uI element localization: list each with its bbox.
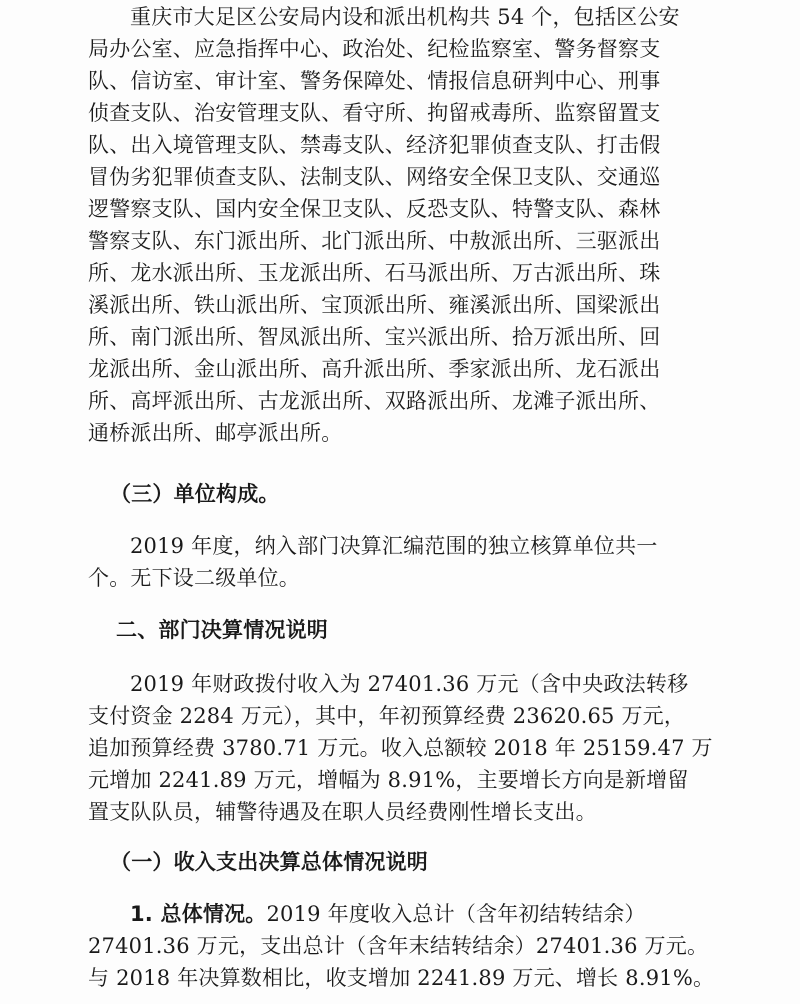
paragraph-finance-income: [88, 668, 728, 828]
text-line: 侦查支队、治安管理支队、看守所、拘留戒毒所、监察留置支: [88, 101, 661, 125]
text-line: 局办公室、应急指挥中心、政治处、纪检监察室、警务督察支: [88, 37, 661, 61]
lead-line-rest: 2019 年度收入总计（含年初结转结余）: [266, 902, 646, 926]
text-line: 与 2018 年决算数相比，收支增加 2241.89 万元、增长 8.91%。: [88, 966, 715, 990]
paragraph-internal-units: [88, 1, 728, 449]
text-line: 追加预算经费 3780.71 万元。收入总额较 2018 年 25159.47 万: [88, 736, 713, 760]
text-line: 队、出入境管理支队、禁毒支队、经济犯罪侦查支队、打击假: [88, 133, 661, 157]
text-line: 所、高坪派出所、古龙派出所、双路派出所、龙滩子派出所、: [88, 389, 661, 413]
paragraph-overall-situation: [88, 898, 728, 994]
heading-text: （一）收入支出决算总体情况说明: [110, 850, 428, 874]
text-line: 2019 年财政拨付收入为 27401.36 万元（含中央政法转移: [130, 672, 689, 696]
text-line: 27401.36 万元，支出总计（含年末结转结余）27401.36 万元。: [88, 934, 709, 958]
sub-heading-income-expenditure: [110, 846, 750, 878]
text-line: 所、南门派出所、智凤派出所、宝兴派出所、拾万派出所、回: [88, 325, 661, 349]
text-line: 2019 年度，纳入部门决算汇编范围的独立核算单位共一: [130, 534, 658, 558]
section-heading-unit-composition: [110, 478, 750, 510]
section-heading-budget-explanation: [116, 614, 756, 646]
text-line: 通桥派出所、邮亭派出所。: [88, 421, 343, 445]
text-line: [88, 898, 728, 930]
text-line: 元增加 2241.89 万元，增幅为 8.91%，主要增长方向是新增留: [88, 768, 689, 792]
text-line: 个。无下设二级单位。: [88, 566, 300, 590]
bold-lead-text: 1. 总体情况。: [130, 902, 267, 926]
text-line: 所、龙水派出所、玉龙派出所、石马派出所、万古派出所、珠: [88, 261, 661, 285]
heading-text: （三）单位构成。: [110, 482, 280, 506]
text-line: 逻警察支队、国内安全保卫支队、反恐支队、特警支队、森林: [88, 197, 661, 221]
heading-text: 二、部门决算情况说明: [116, 618, 328, 642]
paragraph-unit-composition: [88, 530, 728, 594]
text-line: 龙派出所、金山派出所、高升派出所、季家派出所、龙石派出: [88, 357, 661, 381]
text-line: 队、信访室、审计室、警务保障处、情报信息研判中心、刑事: [88, 69, 661, 93]
text-line: 溪派出所、铁山派出所、宝顶派出所、雍溪派出所、国梁派出: [88, 293, 661, 317]
text-line: 重庆市大足区公安局内设和派出机构共 54 个，包括区公安: [130, 5, 680, 29]
text-line: 警察支队、东门派出所、北门派出所、中敖派出所、三驱派出: [88, 229, 661, 253]
text-line: 冒伪劣犯罪侦查支队、法制支队、网络安全保卫支队、交通巡: [88, 165, 661, 189]
text-line: 支付资金 2284 万元），其中，年初预算经费 23620.65 万元，: [88, 704, 686, 728]
text-line: 置支队队员，辅警待遇及在职人员经费刚性增长支出。: [88, 800, 597, 824]
